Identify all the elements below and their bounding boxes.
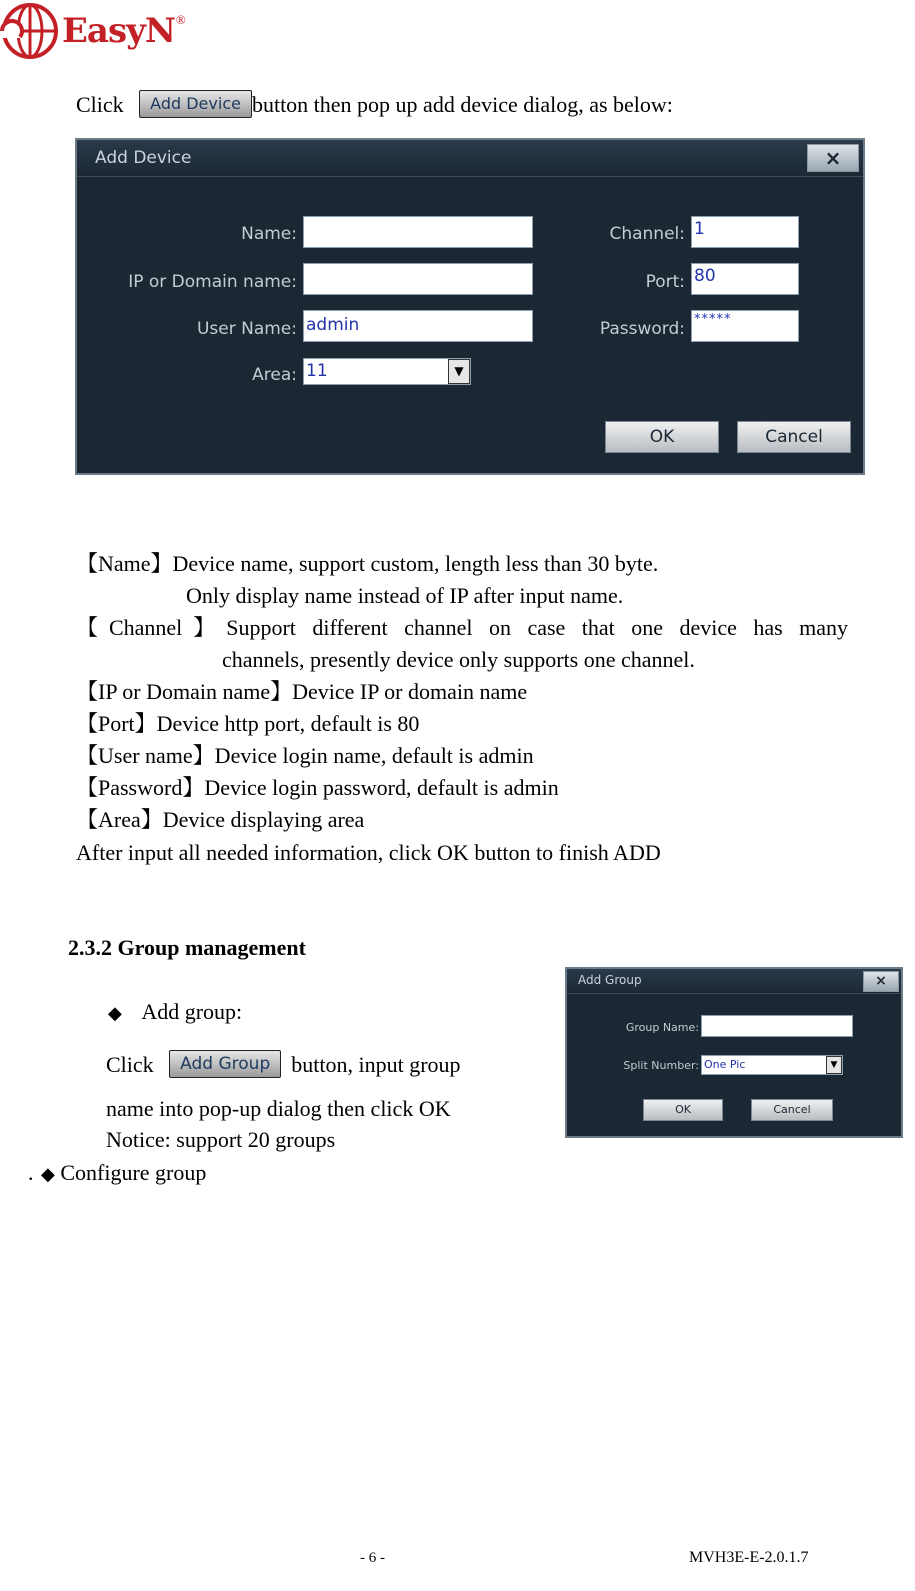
- user-name-label: User Name:: [196, 319, 297, 339]
- group-name-input[interactable]: [701, 1015, 853, 1037]
- add-group-button-image: Add Group: [169, 1050, 281, 1078]
- configure-group-label: Configure group: [60, 1160, 207, 1185]
- dialog-title-bar: [77, 140, 863, 177]
- port-input[interactable]: 80: [691, 263, 799, 295]
- field-area-desc: 【Area】Device displaying area: [76, 807, 365, 832]
- field-password-desc: 【Password】Device login password, default is admin: [76, 775, 559, 800]
- add-group-instruction: [106, 1049, 461, 1081]
- name-input[interactable]: [303, 216, 533, 248]
- close-icon[interactable]: ×: [807, 144, 859, 172]
- channel-label: Channel:: [609, 224, 685, 244]
- field-port-desc: 【Port】Device http port, default is 80: [76, 711, 420, 736]
- registered-mark: ®: [175, 12, 186, 27]
- group-cancel-button[interactable]: Cancel: [751, 1099, 833, 1121]
- group-rest-2: name into pop-up dialog then click OK: [106, 1096, 451, 1121]
- group-click: Click: [106, 1052, 154, 1077]
- ok-button[interactable]: OK: [605, 421, 719, 453]
- name-label: Name:: [241, 224, 297, 244]
- logo-text: EasyN: [62, 11, 175, 51]
- area-label: Area:: [252, 365, 297, 385]
- split-number-value: One Pic: [704, 1058, 746, 1071]
- add-device-button-image: Add Device: [139, 90, 252, 118]
- channel-input[interactable]: 1: [691, 216, 799, 248]
- field-user-desc: 【User name】Device login name, default is admin: [76, 743, 534, 768]
- password-input[interactable]: *****: [691, 310, 799, 342]
- intro-click: Click: [76, 92, 124, 117]
- stray-dot: .: [28, 1160, 34, 1185]
- cancel-button[interactable]: Cancel: [737, 421, 851, 453]
- chevron-down-icon[interactable]: ▼: [448, 359, 470, 384]
- chevron-down-icon[interactable]: ▼: [826, 1056, 842, 1074]
- area-select[interactable]: [303, 358, 471, 385]
- intro-line: [76, 89, 673, 121]
- field-name-desc: 【Name】Device name, support custom, length less than 30 byte.: [76, 551, 659, 576]
- group-dialog-title: Add Group: [578, 973, 642, 987]
- password-label: Password:: [599, 319, 685, 339]
- add-device-dialog: [75, 138, 865, 475]
- section-heading: 2.3.2 Group management: [68, 935, 306, 960]
- configure-group-line: [28, 1157, 206, 1190]
- user-name-input[interactable]: admin: [303, 310, 533, 342]
- ip-label: IP or Domain name:: [128, 272, 297, 292]
- port-label: Port:: [645, 272, 685, 292]
- add-group-label: Add group:: [141, 999, 243, 1024]
- group-notice: Notice: support 20 groups: [106, 1127, 336, 1152]
- add-group-dialog: [565, 967, 903, 1138]
- group-rest-1: button, input group: [291, 1052, 461, 1077]
- globe-icon: [0, 2, 58, 60]
- finish-note: After input all needed information, click OK button to finish ADD: [76, 840, 661, 865]
- page-number: - 6 -: [360, 1550, 385, 1566]
- diamond-bullet-icon: ◆: [108, 1003, 122, 1023]
- document-id: MVH3E-E-2.0.1.7: [689, 1549, 809, 1566]
- close-icon[interactable]: ×: [863, 971, 899, 992]
- ip-input[interactable]: [303, 263, 533, 295]
- split-number-label: Split Number:: [623, 1059, 699, 1072]
- split-number-select[interactable]: [701, 1055, 843, 1075]
- dialog-title: Add Device: [95, 148, 192, 168]
- field-channel-desc: 【Channel】Support different channel on case that one device has many: [76, 615, 848, 640]
- group-name-label: Group Name:: [625, 1021, 699, 1034]
- area-value: 11: [306, 361, 328, 381]
- group-ok-button[interactable]: OK: [643, 1099, 723, 1121]
- diamond-bullet-icon: ◆: [41, 1164, 55, 1184]
- field-ip-desc: 【IP or Domain name】Device IP or domain name: [76, 679, 528, 704]
- field-name-desc-cont: Only display name instead of IP after input name.: [186, 583, 624, 608]
- header-logo: [0, 0, 186, 62]
- field-channel-desc-cont: channels, presently device only supports one channel.: [222, 647, 695, 672]
- intro-rest: button then pop up add device dialog, as below:: [251, 92, 673, 117]
- group-dialog-title-bar: [567, 969, 901, 994]
- add-group-bullet: [108, 996, 242, 1029]
